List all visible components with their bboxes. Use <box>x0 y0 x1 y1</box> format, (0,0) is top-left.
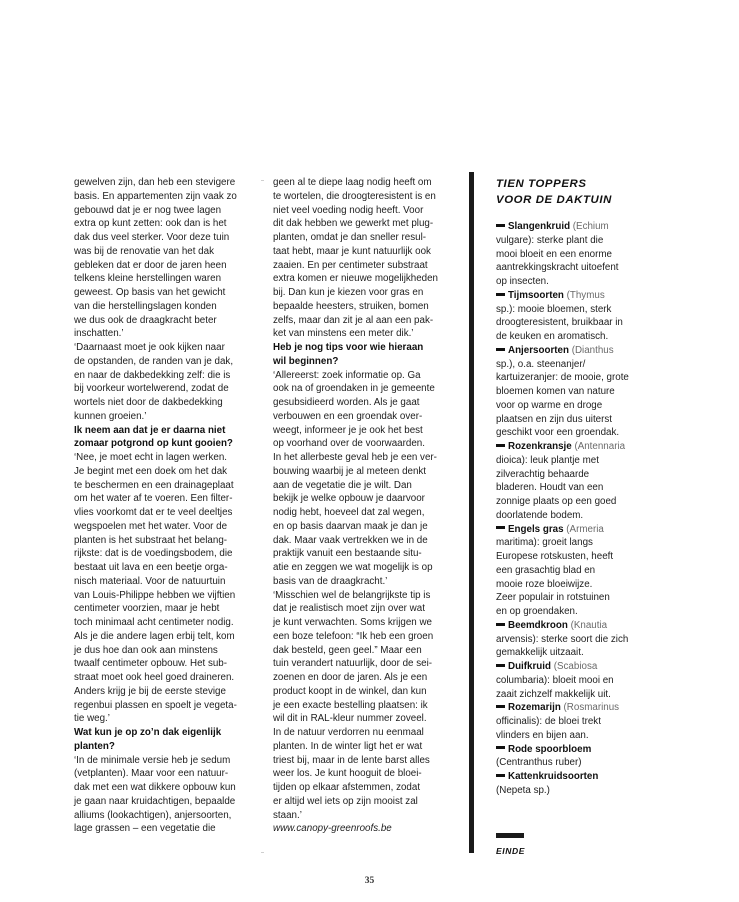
body-text-line: dit dak hebben we gewerkt met plug- <box>273 218 434 230</box>
bullet-dash-icon <box>496 224 505 227</box>
body-text-line: bij. Dan kun je kiezen voor gras en <box>273 287 424 298</box>
body-text-line: triest bij, maar in de lente barst alles <box>273 754 430 766</box>
plant-description: doorlatende bodem. <box>496 509 584 521</box>
plant-description: (Dianthus <box>568 344 614 356</box>
body-text-line: bij voorkeur wortelwerend, zodat de <box>74 383 229 395</box>
body-text-line: wortels niet door de dakbedekking <box>74 397 223 408</box>
plant-line <box>496 303 648 317</box>
body-text-line: ook na of groendaken in je gemeente <box>273 383 435 395</box>
plant-description: plaatsen en zijn dus uiterst <box>496 413 612 425</box>
body-text-line: bouwing waarbij je al meteen denkt <box>273 465 427 477</box>
plant-line <box>496 481 648 495</box>
plant-description: kartuizeranjer: de mooie, grote <box>496 372 629 384</box>
plant-line <box>496 770 648 784</box>
plant-description: op insecten. <box>496 276 549 287</box>
plant-line <box>496 454 648 468</box>
body-text-line: (vetplanten). Maar voor een natuur- <box>74 768 229 780</box>
plant-description: dioica): leuk plantje met <box>496 454 599 466</box>
body-text-line: geweest. Op basis van het gewicht <box>74 287 226 298</box>
body-text-line: niet veel voeding nodig heeft. Voor <box>273 204 424 216</box>
body-text-line: gesubsidieerd worden. Als je gaat <box>273 397 420 408</box>
plant-name: Slangenkruid <box>508 221 571 232</box>
body-text-line: atie en zeggen we wat mogelijk is op <box>273 562 433 573</box>
body-text-line: toch minimaal acht centimeter nodig. <box>74 617 234 628</box>
body-text-line: lage grassen – een vegetatie die <box>74 823 216 835</box>
article-column-1 <box>74 176 257 836</box>
plant-description: (Centranthus ruber) <box>496 757 582 769</box>
plant-line <box>496 743 648 757</box>
plant-description: (Nepeta sp.) <box>496 784 550 796</box>
bullet-dash-icon <box>496 444 505 447</box>
body-text-line: extra op kunt zetten: ook dan is het <box>74 218 227 230</box>
body-text-line: alliums (lookachtigen), anjersoorten, <box>74 809 232 821</box>
plant-description: (Antennaria <box>571 441 626 452</box>
sidebar-title <box>496 176 648 208</box>
plant-list <box>496 220 648 798</box>
body-text-line: Als je die andere lagen erbij telt, kom <box>74 630 235 642</box>
plant-line <box>496 371 648 385</box>
plant-name: Rode spoorbloem <box>508 743 592 755</box>
plant-description: vlinders en bijen aan. <box>496 729 589 741</box>
body-text-line: nisch materiaal. Voor de natuurtuin <box>74 575 226 587</box>
body-text-line: ‘Nee, je moet echt in lagen werken. <box>74 452 228 463</box>
body-text-line: ‘Daarnaast moet je ook kijken naar <box>74 342 225 353</box>
plant-item <box>496 701 648 742</box>
plant-line <box>496 784 648 798</box>
plant-line <box>496 440 648 454</box>
body-text-line: geen al te diepe laag nodig heeft om <box>273 177 432 188</box>
body-text-line: van die herstellingslagen konden <box>74 300 217 312</box>
body-text-line: bepaalde heesters, struiken, bomen <box>273 300 429 312</box>
bullet-dash-icon <box>496 293 505 296</box>
body-text-line: praktijk vanuit een bestaande situ- <box>273 548 422 560</box>
plant-description: Zeer populair in rotstuinen <box>496 592 610 604</box>
body-text-line: de opstanden, de randen van je dak, <box>74 355 234 367</box>
plant-line <box>496 715 648 729</box>
interview-question-line: Ik neem aan dat je er daarna niet <box>74 424 226 436</box>
plant-line <box>496 358 648 372</box>
plant-description: (Knautia <box>567 619 608 631</box>
bullet-dash-icon <box>496 705 505 708</box>
plant-description: (Thymus <box>563 289 605 301</box>
plant-item <box>496 440 648 523</box>
plant-description: (Armeria <box>563 523 604 535</box>
plant-line <box>496 729 648 743</box>
body-text-line: twaalf centimeter opbouw. Het sub- <box>74 658 228 670</box>
plant-description: (Scabiosa <box>551 661 598 672</box>
plant-name: Kattenkruidsoorten <box>508 771 599 782</box>
body-text-line: basis van de draagkracht.’ <box>273 575 388 587</box>
plant-description: Europese rotskusten, heeft <box>496 551 614 562</box>
body-text-line: verbouwen en een groendak over- <box>273 410 423 422</box>
body-text-line: gebouwd dat je er nog twee lagen <box>74 204 222 216</box>
body-text-line: tuin verandert natuurlijk, door de sei- <box>273 658 433 670</box>
body-text-line: zaaien. En per centimeter substraat <box>273 259 428 271</box>
plant-description: sp.): mooie bloemen, sterk <box>496 303 612 315</box>
body-text-line: om het water af te voeren. Een filter- <box>74 493 233 505</box>
plant-line <box>496 660 648 674</box>
body-text-line: weer los. Je kunt hooguit de bloei- <box>273 768 422 780</box>
plant-line <box>496 234 648 248</box>
body-text-line: straat moet ook heel goed draineren. <box>74 672 235 683</box>
plant-name: Duifkruid <box>508 661 551 672</box>
plant-name: Anjersoorten <box>508 344 569 356</box>
plant-line <box>496 646 648 660</box>
plant-line <box>496 756 648 770</box>
plant-line <box>496 564 648 578</box>
plant-line <box>496 674 648 688</box>
body-text-line: gewelven zijn, dan heb een stevigere <box>74 177 236 188</box>
body-text-line: zelfs, maar dan zit je al aan een pak- <box>273 314 434 326</box>
body-text-line: product koopt in de winkel, dan kun <box>273 685 427 697</box>
column-margin-mark <box>261 180 264 181</box>
plant-line <box>496 413 648 427</box>
plant-name: Tijmsoorten <box>508 289 564 301</box>
interview-question-line: wil beginnen? <box>273 355 339 367</box>
body-text-line: ‘Allereerst: zoek informatie op. Ga <box>273 369 421 381</box>
plant-item <box>496 344 648 440</box>
plant-description: droogteresistent, bruikbaar in <box>496 317 623 329</box>
body-text-line: en naar de dakbedekking zelf: die is <box>74 369 231 381</box>
bullet-dash-icon <box>496 348 505 351</box>
plant-line <box>496 289 648 303</box>
body-text-line: nodig hebt, hoeveel dat zal wegen, <box>273 507 425 518</box>
body-text-line: wegspoelen met het water. Voor de <box>74 520 228 532</box>
interview-question-line: zomaar potgrond op kunt gooien? <box>74 438 233 450</box>
plant-description: sp.), o.a. steenanjer/ <box>496 358 586 370</box>
body-text-line: en op basis daarvan maak je dan je <box>273 520 428 532</box>
column-margin-mark <box>261 852 264 853</box>
body-text-line: Je begint met een doek om het dak <box>74 465 228 477</box>
sidebar-title-line1: TIEN TOPPERS <box>496 178 587 190</box>
body-text-line: rijkste: dat is de voedingsbodem, die <box>74 548 233 560</box>
body-text-line: dak met een wat dikkere opbouw kun <box>74 782 236 793</box>
plant-item <box>496 220 648 289</box>
body-text-line: bekijk je welke opbouw je daarvoor <box>273 493 425 505</box>
body-text-line: ‘Misschien wel de belangrijkste tip is <box>273 589 431 601</box>
plant-description: arvensis): sterke soort die zich <box>496 633 629 645</box>
body-text-line: tie weg.’ <box>74 713 110 725</box>
body-text-line: zoenen en door de jaren. Als je een <box>273 672 428 683</box>
plant-line <box>496 385 648 399</box>
plant-description: (Echium <box>570 221 609 232</box>
body-text-line: ket van minstens een meter dik.’ <box>273 328 414 340</box>
body-text-line: te wortelen, die droogteresistent is en <box>273 190 436 202</box>
plant-line <box>496 591 648 605</box>
plant-description: zaait zichzelf makkelijk uit. <box>496 688 611 700</box>
body-text-line: een boze telefoon: “Ik heb een groen <box>273 630 434 642</box>
page-number: 35 <box>364 876 375 886</box>
body-text-line: planten. In de winter ligt het er wat <box>273 740 423 752</box>
plant-line <box>496 550 648 564</box>
plant-line <box>496 688 648 702</box>
end-marker-bar <box>496 833 524 838</box>
body-text-line: gebleken dat er door de jaren heen <box>74 259 227 271</box>
body-text-line: regenbui plassen en spoelt je vegeta- <box>74 699 237 711</box>
plant-line <box>496 619 648 633</box>
body-text-line: In het allerbeste geval heb je een ver- <box>273 452 437 463</box>
sidebar-divider-rule <box>469 172 474 853</box>
plant-line <box>496 701 648 715</box>
plant-line <box>496 509 648 523</box>
body-text-line: extra komen er nieuwe mogelijkheden <box>273 273 439 285</box>
body-text-line: te beschermen en een drainageplaat <box>74 479 234 491</box>
website-link[interactable]: www.canopy-greenroofs.be <box>273 823 392 835</box>
plant-description: officinalis): de bloei trekt <box>496 716 601 727</box>
plant-line <box>496 399 648 413</box>
plant-line <box>496 330 648 344</box>
body-text-line: je gaan naar kruidachtigen, bepaalde <box>74 795 236 807</box>
plant-name: Engels gras <box>508 523 564 535</box>
plant-description: (Rosmarinus <box>560 702 620 714</box>
plant-line <box>496 248 648 262</box>
article-column-2 <box>273 176 458 836</box>
body-text-line: tijden op elkaar afstemmen, zodat <box>273 782 421 793</box>
plant-description: mooie roze bloeiwijze. <box>496 578 593 590</box>
plant-description: voor op warme en droge <box>496 399 603 411</box>
plant-item <box>496 619 648 660</box>
plant-line <box>496 536 648 550</box>
plant-line <box>496 578 648 592</box>
plant-line <box>496 495 648 509</box>
plant-description: en op groendaken. <box>496 606 578 617</box>
plant-line <box>496 261 648 275</box>
plant-description: bloemen komen van nature <box>496 386 615 397</box>
body-text-line: dak. Maar vaak vertrekken we in de <box>273 534 428 546</box>
plant-name: Rozemarijn <box>508 702 561 714</box>
bullet-dash-icon <box>496 623 505 626</box>
body-text-line: op voorhand over de voorwaarden. <box>273 438 425 450</box>
body-text-line: was bij de renovatie van het dak <box>74 245 214 257</box>
plant-description: vulgare): sterke plant die <box>496 234 604 246</box>
plant-line <box>496 275 648 289</box>
body-text-line: je dus hoe dan ook aan minstens <box>74 644 218 656</box>
plant-line <box>496 468 648 482</box>
plant-item <box>496 770 648 798</box>
plant-description: bladeren. Houdt van een <box>496 482 604 494</box>
plant-description: de keuken en aromatisch. <box>496 331 609 342</box>
bullet-dash-icon <box>496 526 505 529</box>
plant-description: columbaria): bloeit mooi en <box>496 674 614 686</box>
body-text-line: In de natuur verdorren nu eenmaal <box>273 727 424 738</box>
body-text-line: weegt, informeer je je ook het best <box>273 424 423 436</box>
plant-description: maritima): groeit langs <box>496 537 593 549</box>
body-text-line: telkens kleine herstellingen waren <box>74 273 222 285</box>
plant-item <box>496 523 648 619</box>
interview-question-line: planten? <box>74 740 115 752</box>
body-text-line: er altijd wel iets op zijn mooist zal <box>273 795 418 807</box>
plant-line <box>496 344 648 358</box>
sidebar-box <box>496 176 648 798</box>
bullet-dash-icon <box>496 746 505 749</box>
plant-name: Rozenkransje <box>508 441 572 452</box>
body-text-line: van Louis-Philippe hebben we vijftien <box>74 589 236 601</box>
body-text-line: we dus ook de draagkracht beter <box>74 314 217 326</box>
plant-name: Beemdkroon <box>508 619 568 631</box>
body-text-line: bestaat uit lava en een beetje orga- <box>74 562 228 573</box>
plant-line <box>496 220 648 234</box>
body-text-line: dak dus veel sterker. Voor deze tuin <box>74 232 230 243</box>
bullet-dash-icon <box>496 664 505 667</box>
plant-description: geschikt voor een groendak. <box>496 427 620 439</box>
body-text-line: kunnen groeien.’ <box>74 410 147 422</box>
end-label: EINDE <box>496 846 525 856</box>
body-text-line: wil dit in RAL-kleur nummer zoveel. <box>273 713 427 725</box>
body-text-line: centimeter voorzien, maar je hebt <box>74 603 220 615</box>
plant-description: mooi bloeit en een enorme <box>496 248 613 260</box>
body-text-line: Anders krijg je bij de eerste stevige <box>74 685 226 697</box>
plant-line <box>496 316 648 330</box>
sidebar-title-line2: VOOR DE DAKTUIN <box>496 194 612 206</box>
plant-description: een grasachtig blad en <box>496 564 596 576</box>
plant-line <box>496 426 648 440</box>
plant-line <box>496 605 648 619</box>
plant-line <box>496 523 648 537</box>
plant-description: zonnige plaats op een goed <box>496 496 617 507</box>
body-text-line: ‘In de minimale versie heb je sedum <box>74 754 231 766</box>
body-text-line: aan de vegetatie die je wilt. Dan <box>273 479 412 491</box>
body-text-line: planten, omdat je dan sneller resul- <box>273 232 427 243</box>
body-text-line: vlies voorkomt dat er te veel deeltjes <box>74 507 233 518</box>
plant-description: gemakkelijk uitzaait. <box>496 647 584 659</box>
bullet-dash-icon <box>496 774 505 777</box>
body-text-line: taat hebt, maar je kunt natuurlijk ook <box>273 245 431 257</box>
plant-item <box>496 289 648 344</box>
interview-question-line: Heb je nog tips voor wie hieraan <box>273 342 424 353</box>
body-text-line: je kunt verwachten. Soms krijgen we <box>273 617 432 628</box>
interview-question-line: Wat kun je op zo’n dak eigenlijk <box>74 727 222 738</box>
body-text-line: dak besteld, geen geel.” Maar een <box>273 644 422 656</box>
body-text-line: staan.’ <box>273 809 302 821</box>
body-text-line: dat je realistisch moet zijn over wat <box>273 603 425 615</box>
body-text-line: inschatten.’ <box>74 328 124 340</box>
body-text-line: je een exacte bestelling plaatsen: ik <box>273 699 428 711</box>
plant-description: zilverachtig behaarde <box>496 468 590 480</box>
body-text-line: basis. En appartementen zijn vaak zo <box>74 190 237 202</box>
plant-item <box>496 660 648 701</box>
body-text-line: planten is het substraat het belang- <box>74 534 228 546</box>
plant-description: aantrekkingskracht uitoefent <box>496 262 619 274</box>
plant-line <box>496 633 648 647</box>
plant-item <box>496 743 648 771</box>
